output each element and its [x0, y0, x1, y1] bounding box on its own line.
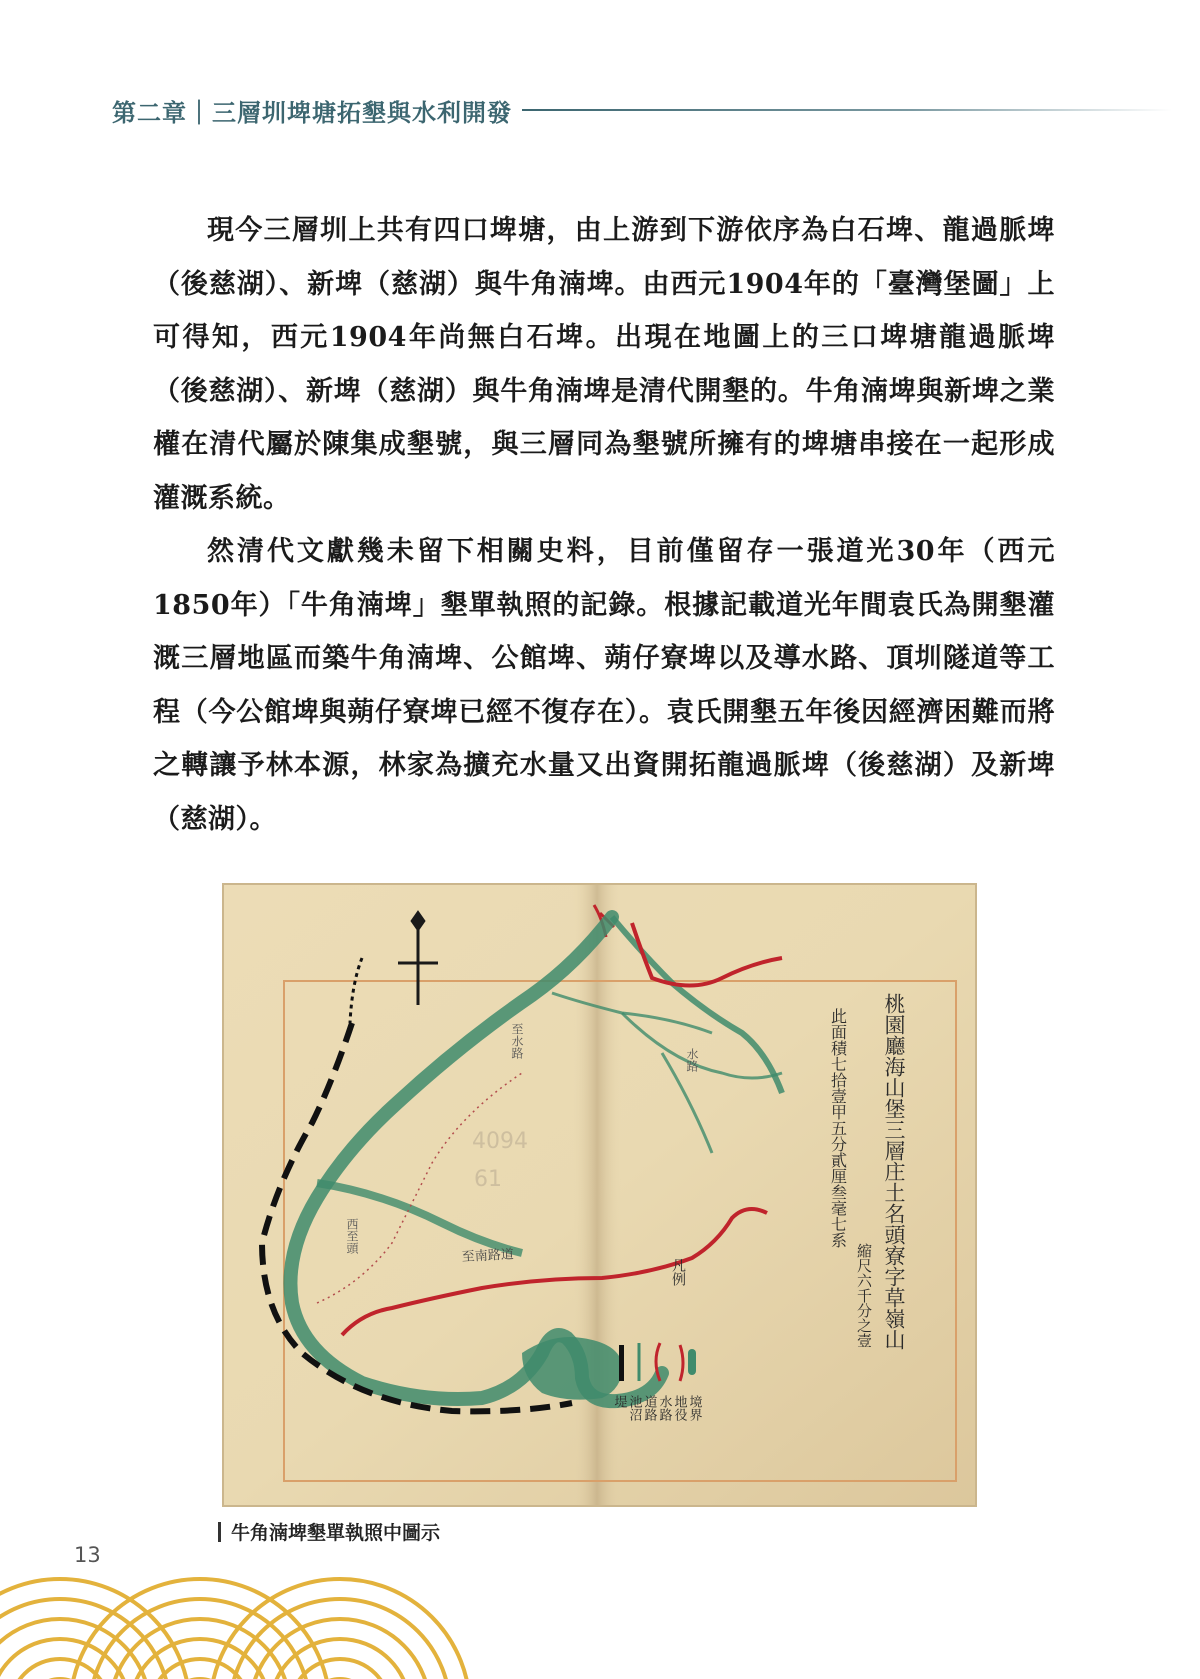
page-number: 13 — [74, 1543, 101, 1567]
label-west: 西至頭 — [345, 1218, 359, 1254]
historic-map — [222, 883, 977, 1507]
chapter-rule — [522, 109, 1172, 111]
map-title-col3: 縮尺六千分之壹 — [855, 1243, 873, 1348]
label-mid: 至水路 — [510, 1023, 524, 1059]
legend-label-3: 道路 — [641, 1395, 657, 1421]
legend-label-6: 境界 — [686, 1395, 702, 1421]
paragraph-1: 現今三層圳上共有四口埤塘，由上游到下游依序為白石埤、龍過脈埤（後慈湖）、新埤（慈湖）與牛角湳埤。由西元1904年的「臺灣堡圖」上可得知，西元1904年尚無白石埤。出現在地圖上的三口埤塘龍過脈埤（後慈湖）、新埤（慈湖）與牛角湳埤是清代開墾的。牛角湳埤與新埤之業權在清代屬於陳集成墾號，與三層同為墾號所擁有的埤塘串接在一起形成灌溉系統。 — [153, 215, 1055, 514]
chapter-header — [112, 88, 1172, 132]
figure-caption — [218, 1518, 440, 1545]
svg-text:61: 61 — [474, 1167, 502, 1192]
map-fold — [572, 883, 622, 1507]
svg-text:4094: 4094 — [472, 1129, 528, 1154]
legend-label-2: 池沼 — [626, 1395, 642, 1421]
legend-title: 凡例 — [670, 1258, 686, 1286]
label-road: 至南路道 — [461, 1247, 515, 1265]
map-title-col2: 此面積七拾壹甲五分貳厘叁毫七系 — [828, 1008, 848, 1248]
chapter-title: 第二章｜三層圳埤塘拓墾與水利開發 — [112, 98, 512, 127]
paragraph-2: 然清代文獻幾未留下相關史料，目前僅留存一張道光30年（西元1850年）「牛角湳埤」墾單執照的記錄。根據記載道光年間袁氏為開墾灌溉三層地區而築牛角湳埤、公館埤、蒴仔寮埤以及導水路、頂圳隧道等工程（今公館埤與蒴仔寮埤已經不復存在）。袁氏開墾五年後因經濟困難而將之轉讓予林本源，林家為擴充水量又出資開拓龍過脈埤（後慈湖）及新埤（慈湖）。 — [153, 536, 1055, 835]
body-text — [153, 204, 1055, 846]
legend-label-5: 地役 — [671, 1395, 687, 1421]
label-upper: 水路 — [685, 1048, 699, 1072]
legend-label-1: 堤 — [611, 1395, 627, 1408]
caption-text: 牛角湳埤墾單執照中圖示 — [231, 1522, 441, 1544]
caption-bar — [218, 1522, 221, 1542]
wave-decoration — [0, 1564, 470, 1679]
legend-label-4: 水路 — [656, 1395, 672, 1421]
map-title-col1: 桃園廳海山堡三層庄土名頭寮字草嶺山 — [882, 993, 906, 1350]
historic-map-figure — [222, 883, 977, 1507]
